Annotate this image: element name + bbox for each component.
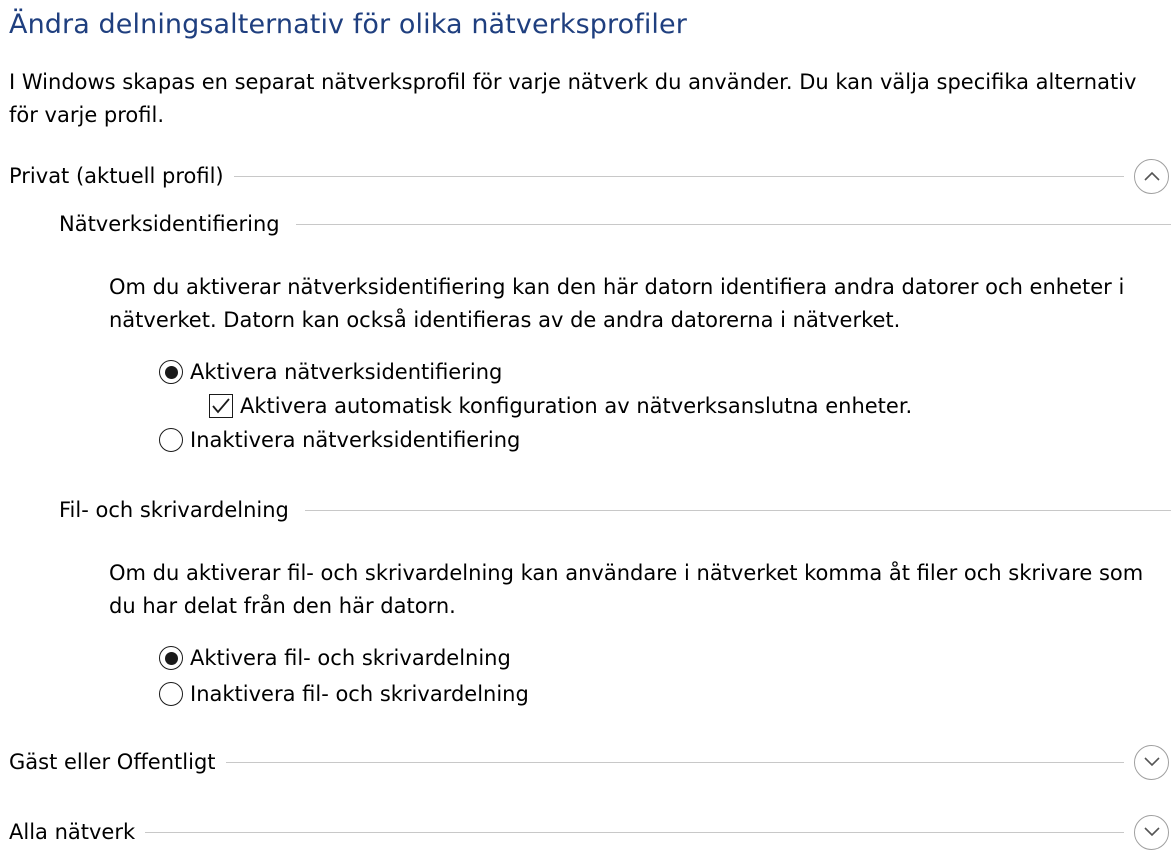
collapse-private-button[interactable] — [1134, 159, 1169, 194]
profile-all-networks-header[interactable] — [9, 812, 1169, 852]
network-discovery-header — [59, 204, 1171, 244]
radio-button[interactable] — [159, 682, 183, 706]
network-discovery-description: Om du aktiverar nätverksidentifiering kan den här datorn identifiera andra datorer och enheter i nätverket. Datorn kan också identifieras av de andra datorerna i nätverket. — [109, 275, 1125, 332]
checkbox-checked[interactable] — [209, 394, 233, 418]
radio-disable-file-sharing[interactable] — [159, 682, 529, 706]
radio-enable-network-discovery[interactable] — [159, 360, 502, 384]
chevron-down-icon — [1143, 756, 1161, 768]
radio-enable-file-sharing[interactable] — [159, 646, 511, 670]
profile-guest-label: Gäst eller Offentligt — [9, 750, 226, 774]
file-printer-sharing-heading: Fil- och skrivardelning — [59, 498, 289, 522]
profile-private-header[interactable] — [9, 156, 1169, 196]
chevron-down-icon — [1143, 826, 1161, 838]
divider — [234, 176, 1124, 177]
divider — [226, 762, 1124, 763]
page-title: Ändra delningsalternativ för olika nätverksprofiler — [9, 9, 687, 40]
network-discovery-heading: Nätverksidentifiering — [59, 212, 280, 236]
file-printer-sharing-header — [59, 490, 1171, 530]
divider — [305, 510, 1171, 511]
radio-button-selected[interactable] — [159, 360, 183, 384]
profile-all-networks-label: Alla nätverk — [9, 820, 145, 844]
divider — [145, 832, 1124, 833]
radio-label: Inaktivera nätverksidentifiering — [190, 428, 521, 452]
expand-all-networks-button[interactable] — [1134, 815, 1169, 850]
radio-label: Aktivera nätverksidentifiering — [190, 360, 503, 384]
checkbox-auto-config[interactable] — [209, 394, 912, 418]
radio-label: Inaktivera fil- och skrivardelning — [190, 682, 529, 706]
profile-private-label: Privat (aktuell profil) — [9, 164, 234, 188]
radio-button[interactable] — [159, 428, 183, 452]
radio-disable-network-discovery[interactable] — [159, 428, 520, 452]
intro-text: I Windows skapas en separat nätverksprofil för varje nätverk du använder. Du kan välja specifika alternativ för varje profil. — [9, 70, 1137, 127]
divider — [296, 224, 1171, 225]
radio-button-selected[interactable] — [159, 646, 183, 670]
radio-label: Aktivera fil- och skrivardelning — [190, 646, 511, 670]
expand-guest-button[interactable] — [1134, 745, 1169, 780]
file-printer-sharing-description: Om du aktiverar fil- och skrivardelning kan användare i nätverket komma åt filer och skrivare som du har delat från den här datorn. — [109, 561, 1144, 618]
profile-guest-header[interactable] — [9, 742, 1169, 782]
checkmark-icon — [211, 397, 231, 415]
chevron-up-icon — [1143, 170, 1161, 182]
checkbox-label: Aktivera automatisk konfiguration av nätverksanslutna enheter. — [240, 394, 913, 418]
